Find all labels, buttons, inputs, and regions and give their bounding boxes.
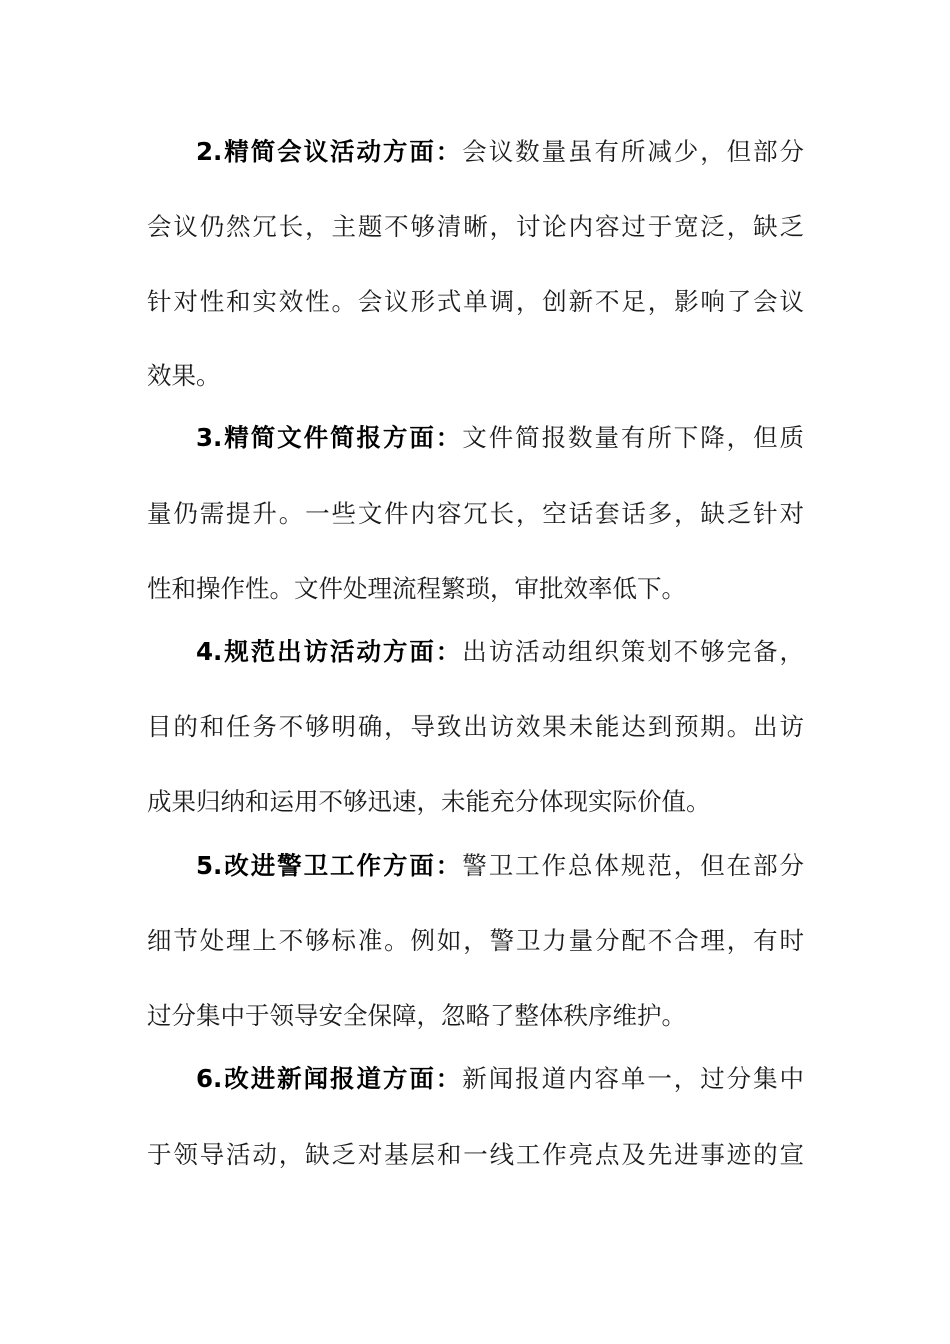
paragraph-2-line-1 bbox=[196, 136, 804, 168]
paragraph-4-heading: 4.规范出访活动方面： bbox=[196, 637, 463, 666]
paragraph-2-text: 会议数量虽有所减少，但部分 bbox=[462, 137, 805, 166]
paragraph-3-heading: 3.精简文件简报方面： bbox=[196, 423, 463, 452]
paragraph-2-line-2: 会议仍然冗长，主题不够清晰，讨论内容过于宽泛，缺乏 bbox=[147, 212, 804, 241]
paragraph-4-line-1 bbox=[196, 636, 804, 668]
paragraph-3-line-3: 性和操作性。文件处理流程繁琐，审批效率低下。 bbox=[147, 574, 686, 603]
paragraph-5-line-3: 过分集中于领导安全保障，忽略了整体秩序维护。 bbox=[147, 1001, 686, 1030]
paragraph-2-heading: 2.精简会议活动方面： bbox=[196, 137, 463, 166]
paragraph-4-line-2: 目的和任务不够明确，导致出访效果未能达到预期。出访 bbox=[147, 712, 804, 741]
paragraph-5-text: 警卫工作总体规范，但在部分 bbox=[462, 851, 805, 880]
paragraph-5-line-2: 细节处理上不够标准。例如，警卫力量分配不合理，有时 bbox=[147, 926, 804, 955]
paragraph-4-line-3: 成果归纳和运用不够迅速，未能充分体现实际价值。 bbox=[147, 787, 711, 816]
paragraph-3-line-2: 量仍需提升。一些文件内容冗长，空话套话多，缺乏针对 bbox=[147, 499, 804, 528]
paragraph-6-line-2: 于领导活动，缺乏对基层和一线工作亮点及先进事迹的宣 bbox=[147, 1140, 804, 1169]
paragraph-3-line-1 bbox=[196, 422, 804, 454]
paragraph-5-heading: 5.改进警卫工作方面： bbox=[196, 851, 463, 880]
paragraph-3-text: 文件简报数量有所下降，但质 bbox=[462, 423, 805, 452]
paragraph-4-text: 出访活动组织策划不够完备， bbox=[462, 637, 805, 666]
paragraph-2-line-3: 针对性和实效性。会议形式单调，创新不足，影响了会议 bbox=[147, 287, 804, 316]
paragraph-2-line-4: 效果。 bbox=[147, 361, 221, 390]
paragraph-6-line-1 bbox=[196, 1063, 804, 1095]
paragraph-6-text: 新闻报道内容单一，过分集中 bbox=[462, 1064, 805, 1093]
paragraph-6-heading: 6.改进新闻报道方面： bbox=[196, 1064, 463, 1093]
paragraph-5-line-1 bbox=[196, 850, 804, 882]
